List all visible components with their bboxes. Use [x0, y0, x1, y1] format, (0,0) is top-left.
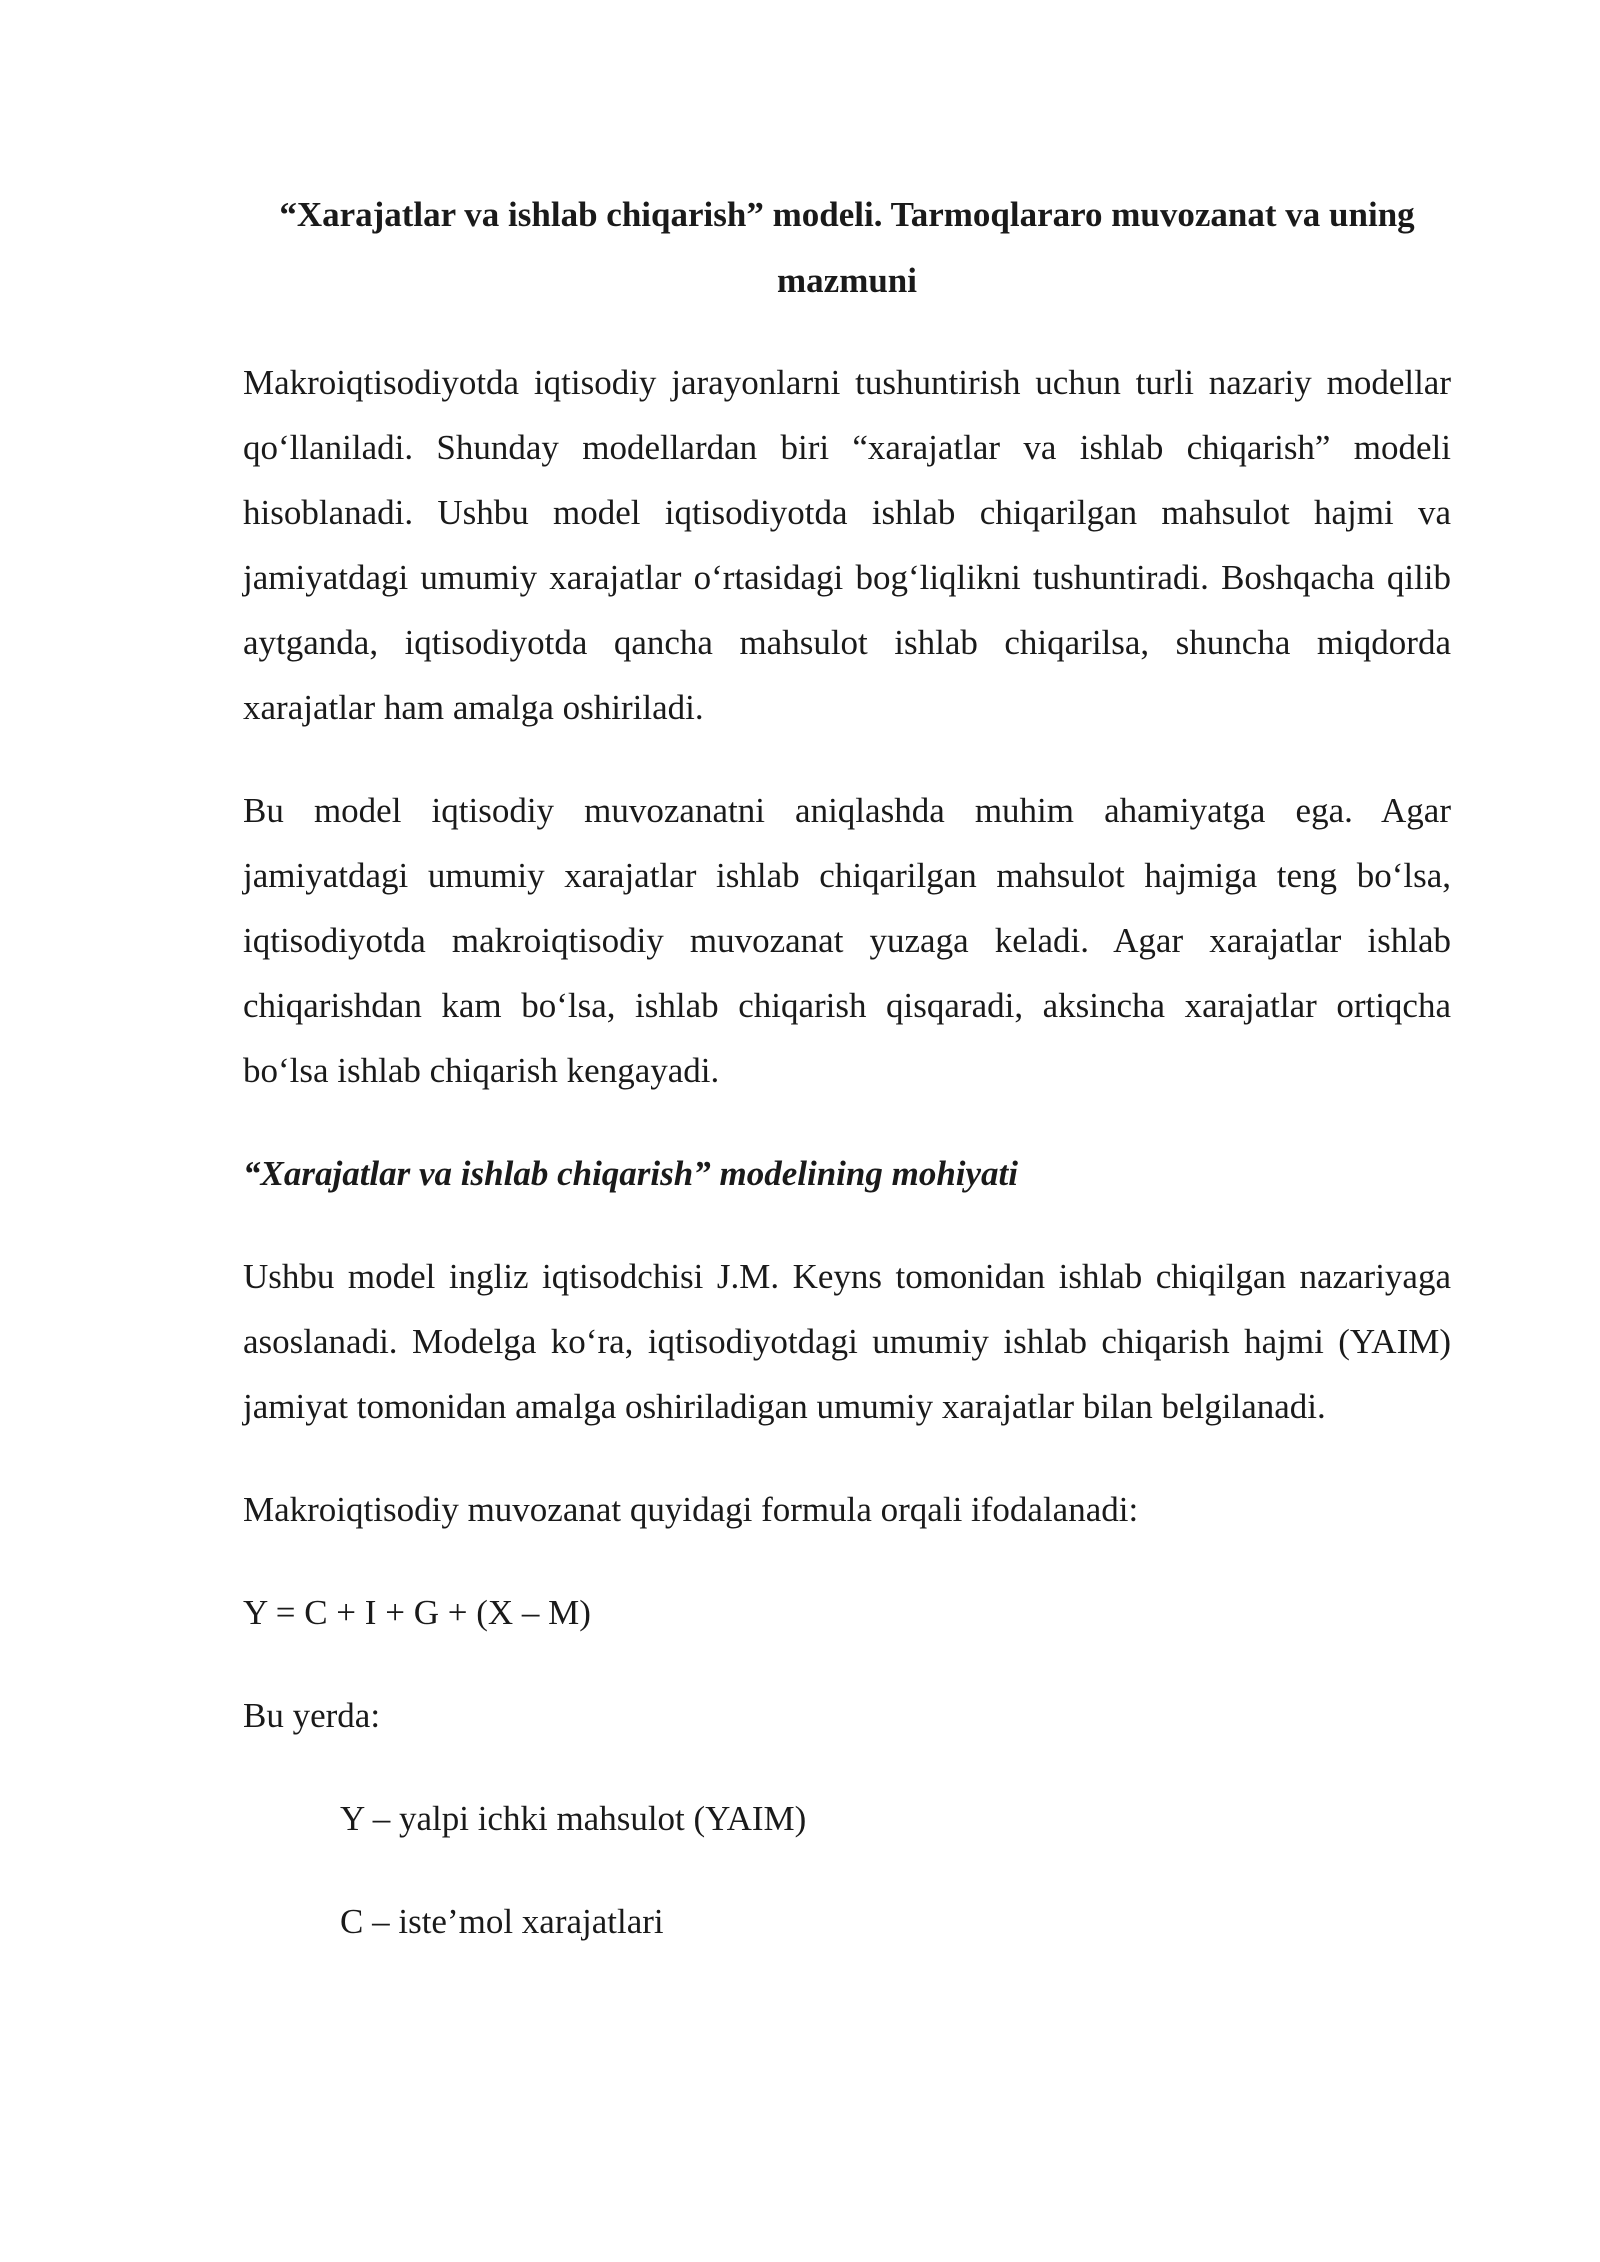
where-label: Bu yerda: [243, 1696, 381, 1735]
definition-y: Y – yalpi ichki mahsulot (YAIM) [340, 1799, 807, 1838]
document-body [243, 182, 1451, 1992]
paragraph-keynes: Ushbu model ingliz iqtisodchisi J.M. Keyns tomonidan ishlab chiqilgan nazariyaga asoslanadi. Modelga ko‘ra, iqtisodiyotdagi umumiy ishlab chiqarish hajmi (YAIM) jamiyat tomonidan amalga oshiriladigan umumiy xarajatlar bilan belgilanadi. [243, 1257, 1451, 1426]
formula-intro: Makroiqtisodiy muvozanat quyidagi formula orqali ifodalanadi: [243, 1490, 1139, 1529]
document-title: “Xarajatlar va ishlab chiqarish” modeli. Tarmoqlararo muvozanat va uning mazmuni [279, 195, 1415, 300]
definition-c: C – iste’mol xarajatlari [340, 1902, 664, 1941]
paragraph-equilibrium: Bu model iqtisodiy muvozanatni aniqlashda muhim ahamiyatga ega. Agar jamiyatdagi umumiy xarajatlar ishlab chiqarilgan mahsulot hajmiga teng bo‘lsa, iqtisodiyotda makroiqtisodiy muvozanat yuzaga keladi. Agar xarajatlar ishlab chiqarishdan kam bo‘lsa, ishlab chiqarish qisqaradi, aksincha xarajatlar ortiqcha bo‘lsa ishlab chiqarish kengayadi. [243, 791, 1451, 1090]
section-subtitle: “Xarajatlar va ishlab chiqarish” modelining mohiyati [243, 1154, 1018, 1193]
paragraph-intro: Makroiqtisodiyotda iqtisodiy jarayonlarni tushuntirish uchun turli nazariy modellar qo‘llaniladi. Shunday modellardan biri “xarajatlar va ishlab chiqarish” modeli hisoblanadi. Ushbu model iqtisodiyotda ishlab chiqarilgan mahsulot hajmi va jamiyatdagi umumiy xarajatlar o‘rtasidagi bog‘liqlikni tushuntiradi. Boshqacha qilib aytganda, iqtisodiyotda qancha mahsulot ishlab chiqarilsa, shuncha miqdorda xarajatlar ham amalga oshiriladi. [243, 363, 1451, 727]
formula: Y = C + I + G + (X – M) [243, 1593, 591, 1632]
